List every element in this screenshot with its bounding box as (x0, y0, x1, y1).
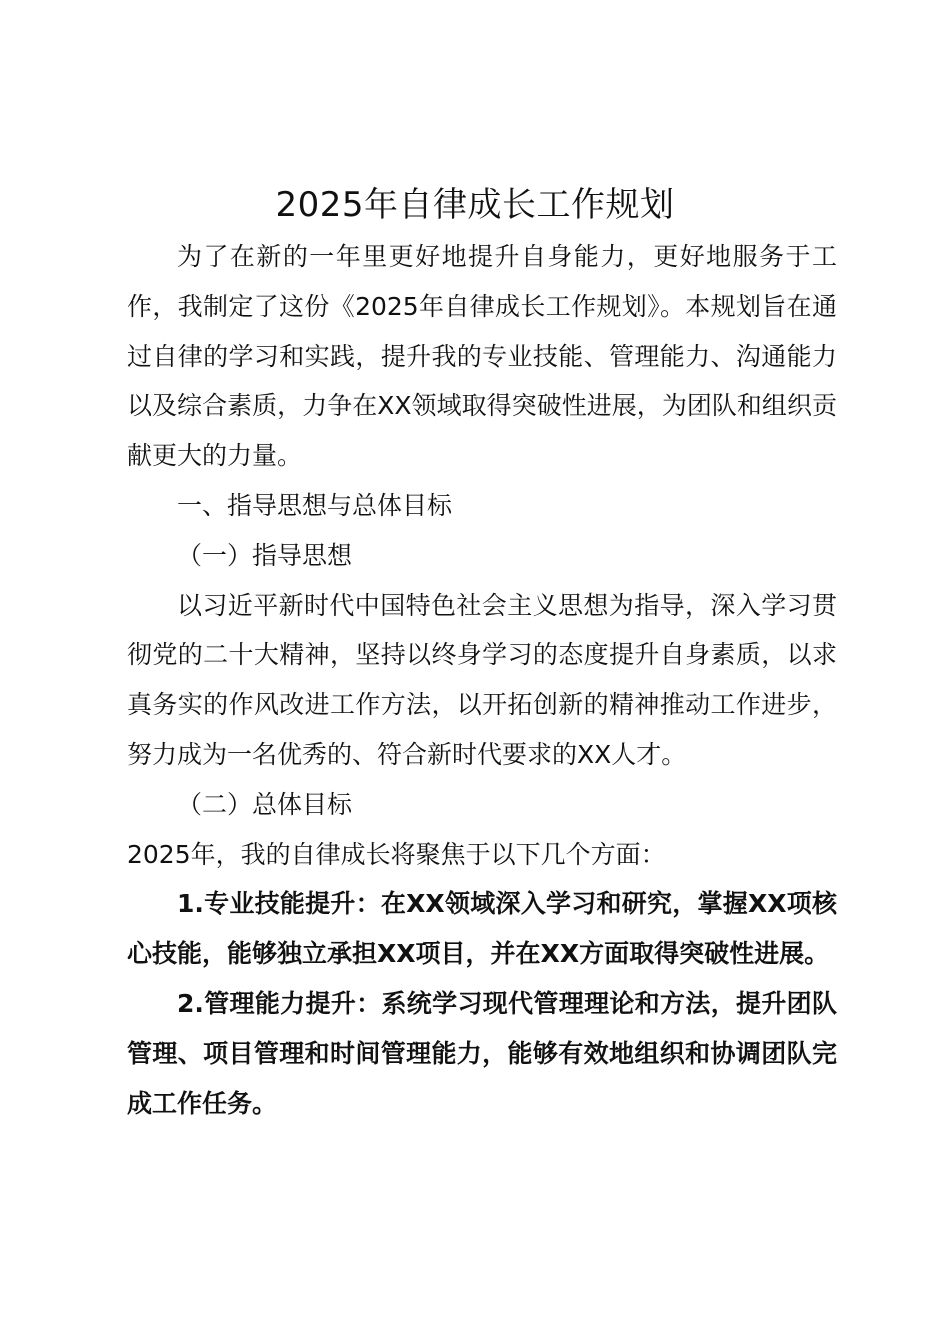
goal-item-1: 1.专业技能提升：在XX领域深入学习和研究，掌握XX项核心技能，能够独立承担XX项目，并在XX方面取得突破性进展。 (127, 889, 837, 969)
intro-paragraph: 为了在新的一年里更好地提升自身能力，更好地服务于工作，我制定了这份《2025年自律成长工作规划》。本规划旨在通过自律的学习和实践，提升我的专业技能、管理能力、沟通能力以及综合素质，力争在XX领域取得突破性进展，为团队和组织贡献更大的力量。 (127, 242, 837, 471)
goal-item-2: 2.管理能力提升：系统学习现代管理理论和方法，提升团队管理、项目管理和时间管理能力，能够有效地组织和协调团队完成工作任务。 (127, 988, 837, 1118)
section-heading-1: 一、指导思想与总体目标 (177, 490, 453, 520)
subsection-heading-guiding-thought: （一）指导思想 (177, 540, 353, 570)
document-title: 2025年自律成长工作规划 (275, 185, 675, 225)
subsection-heading-overall-goal: （二）总体目标 (177, 789, 353, 819)
document-body (127, 232, 837, 1128)
guiding-thought-paragraph: 以习近平新时代中国特色社会主义思想为指导，深入学习贯彻党的二十大精神，坚持以终身学习的态度提升自身素质，以求真务实的作风改进工作方法，以开拓创新的精神推动工作进步，努力成为一名优秀的、符合新时代要求的XX人才。 (127, 590, 837, 769)
overall-goal-intro: 2025年，我的自律成长将聚焦于以下几个方面： (127, 839, 666, 869)
